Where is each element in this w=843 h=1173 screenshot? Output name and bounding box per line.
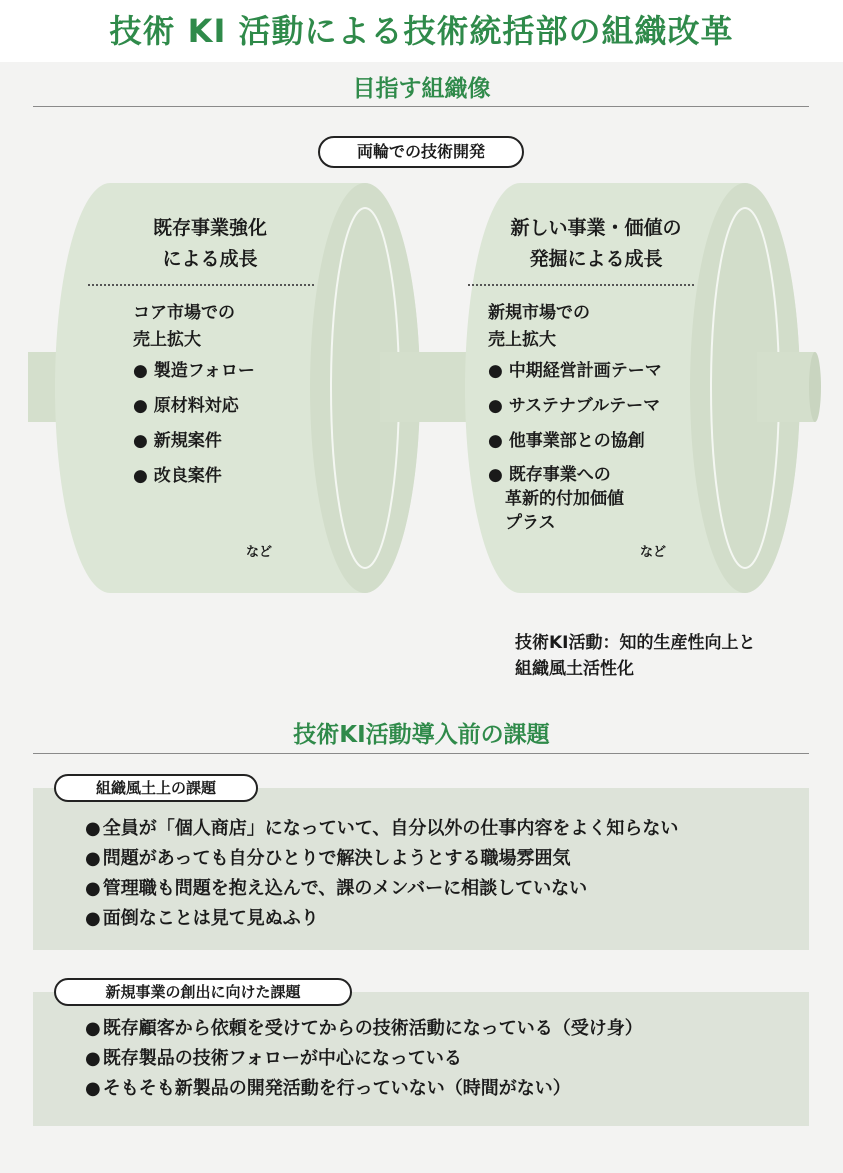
culture-issues-panel — [33, 788, 809, 950]
right-wheel-item: ● 他事業部との協創 — [488, 428, 662, 455]
new-business-issue-item: ● 既存顧客から依頼を受けてからの技術活動になっている（受け身） — [85, 1014, 643, 1044]
culture-issues-badge: 組織風土上の課題 — [54, 774, 258, 802]
right-axle — [757, 352, 815, 422]
right-axle-end — [809, 352, 821, 422]
left-wheel-item: ● 原材料対応 — [133, 393, 255, 420]
left-wheel-title — [110, 213, 310, 275]
new-business-issues-badge: 新規事業の創出に向けた課題 — [54, 978, 352, 1006]
right-wheel-item-line: プラス — [505, 513, 556, 533]
arrow-label — [515, 630, 756, 682]
arrow-label-line2: 組織風土活性化 — [515, 659, 634, 679]
right-wheel-item: ● 中期経営計画テーマ — [488, 358, 662, 385]
right-wheel-item-line: 革新的付加価値 — [505, 489, 624, 509]
left-wheel-item: ● 製造フォロー — [133, 358, 255, 385]
left-wheel-etc: など — [246, 545, 273, 560]
left-wheel-content — [133, 300, 255, 490]
right-wheel-item-line: ● 既存事業への — [488, 463, 662, 487]
left-wheel-item: ● 改良案件 — [133, 463, 255, 490]
vision-heading: 目指す組織像 — [352, 76, 491, 102]
left-wheel-title-line1: 既存事業強化 — [152, 217, 267, 239]
right-wheel-dotted-divider — [468, 284, 694, 286]
new-business-issue-item: ● 既存製品の技術フォローが中心になっている — [85, 1044, 643, 1074]
right-wheel-title-line2: 発掘による成長 — [529, 248, 663, 270]
left-wheel-item: ● 新規案件 — [133, 428, 255, 455]
right-wheel-sub-line2: 売上拡大 — [488, 330, 556, 350]
culture-issue-item: ● 管理職も問題を抱え込んで、課のメンバーに相談していない — [85, 874, 678, 904]
right-wheel-title — [478, 213, 714, 275]
right-wheel-content — [488, 300, 662, 535]
vision-badge: 両輪での技術開発 — [318, 136, 524, 168]
left-wheel-sub-line1: コア市場での — [133, 303, 235, 323]
issues-heading: 技術KI活動導入前の課題 — [293, 722, 550, 748]
culture-issue-item: ● 問題があっても自分ひとりで解決しようとする職場雰囲気 — [85, 844, 678, 874]
right-wheel-item: ● サステナブルテーマ — [488, 393, 662, 420]
new-business-issues-panel — [33, 992, 809, 1126]
issues-divider — [33, 753, 809, 754]
new-business-issues-list — [85, 1014, 643, 1104]
left-wheel-dotted-divider — [88, 284, 314, 286]
right-wheel-sub-line1: 新規市場での — [488, 303, 590, 323]
right-wheel-title-line1: 新しい事業・価値の — [510, 217, 682, 239]
culture-issue-item: ● 全員が「個人商店」になっていて、自分以外の仕事内容をよく知らない — [85, 814, 678, 844]
main-title: 技術 KI 活動による技術統括部の組織改革 — [109, 12, 734, 50]
center-axle — [380, 352, 468, 422]
right-wheel-etc: など — [640, 545, 667, 560]
left-wheel-title-line2: による成長 — [162, 248, 258, 270]
culture-issue-item: ● 面倒なことは見て見ぬふり — [85, 904, 678, 934]
left-wheel-sub-line2: 売上拡大 — [133, 330, 201, 350]
new-business-issue-item: ● そもそも新製品の開発活動を行っていない（時間がない） — [85, 1074, 643, 1104]
culture-issues-list — [85, 814, 678, 934]
arrow-label-line1: 技術KI活動：知的生産性向上と — [515, 633, 756, 653]
right-wheel-item-multiline — [488, 463, 662, 535]
